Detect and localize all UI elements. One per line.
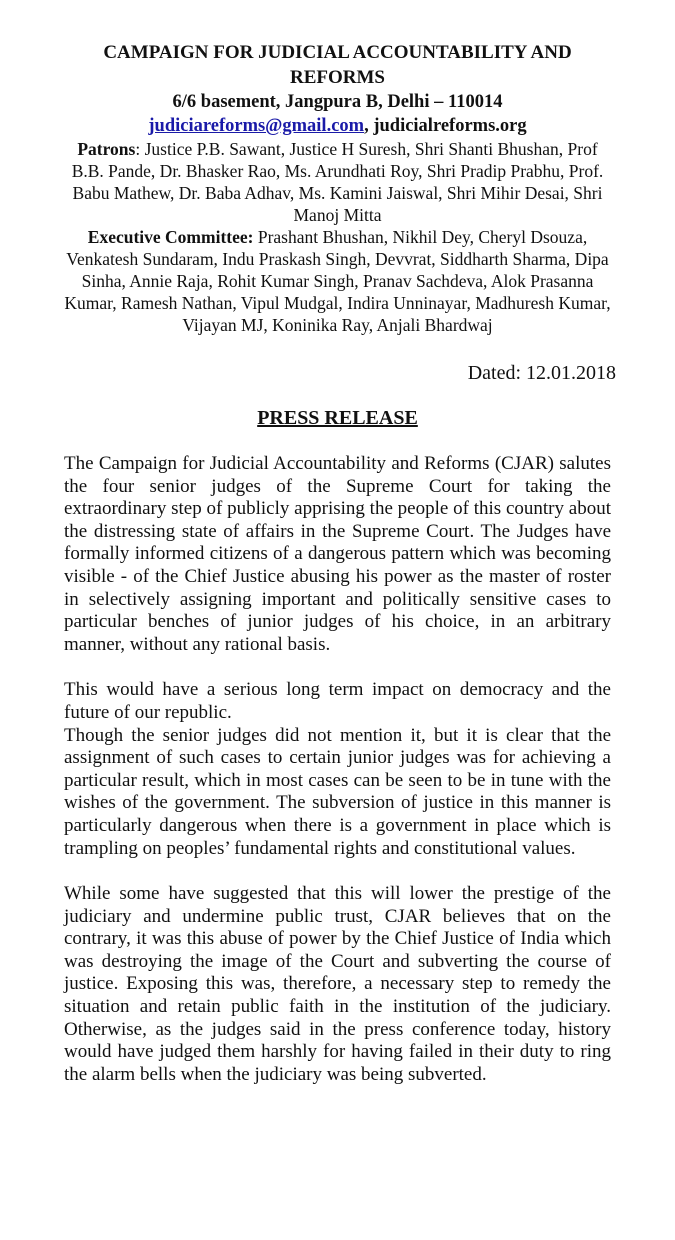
org-address: 6/6 basement, Jangpura B, Delhi – 110014 xyxy=(172,92,503,112)
org-title: CAMPAIGN FOR JUDICIAL ACCOUNTABILITY AND REFORMS xyxy=(103,42,572,88)
contact-separator: , xyxy=(364,116,374,136)
paragraph-2: This would have a serious long term impact on democracy and the future of our republic. xyxy=(64,679,611,723)
website-text: judicialreforms.org xyxy=(373,116,527,136)
paragraph-4: While some have suggested that this will lower the prestige of the judiciary and undermine public trust, CJAR believes that on the contrary, it was this abuse of power by the Chief Justice of India which was destroying the image of the Court and subverting the course of justice. Exposing this was, therefore, a necessary step to remedy the situation and retain public faith in the institution of the judiciary. Otherwise, as the judges said in the press conference today, history would have judged them harshly for having failed in their duty to ring the alarm bells when the judiciary was being subverted. xyxy=(64,883,611,1085)
committee-names: Prashant Bhushan, Nikhil Dey, Cheryl Dsouza, Venkatesh Sundaram, Indu Praskash Singh, Devvrat, Siddharth Sharma, Dipa Sinha, Annie Raja, Rohit Kumar Singh, Pranav Sachdeva, Alok Prasanna Kumar, Ramesh Nathan, Vipul Mudgal, Indira Unninayar, Madhuresh Kumar, Vijayan MJ, Koninika Ray, Anjali Bhardwaj xyxy=(64,227,611,335)
date-line: Dated: 12.01.2018 xyxy=(467,362,616,384)
press-release-page xyxy=(0,40,675,1240)
contact-line xyxy=(64,114,611,138)
committee-label: Executive Committee: xyxy=(87,227,254,247)
executive-committee-list xyxy=(64,226,611,336)
patrons-list xyxy=(64,138,611,226)
email-link[interactable]: judiciareforms@gmail.com xyxy=(148,116,365,136)
press-release-title: PRESS RELEASE xyxy=(257,407,418,429)
paragraph-3: Though the senior judges did not mention it, but it is clear that the assignment of such cases to certain junior judges was for achieving a particular result, which in most cases can be seen to be in tune with the wishes of the government. The subversion of justice in this manner is particularly dangerous when there is a government in place which is trampling on peoples’ fundamental rights and constitutional values. xyxy=(64,724,611,859)
patrons-names: : Justice P.B. Sawant, Justice H Suresh, Shri Shanti Bhushan, Prof B.B. Pande, Dr. Bhasker Rao, Ms. Arundhati Roy, Shri Pradip Prabhu, Prof. Babu Mathew, Dr. Baba Adhav, Ms. Kamini Jaiswal, Shri Mihir Desai, Shri Manoj Mitta xyxy=(71,139,604,225)
paragraph-1: The Campaign for Judicial Accountability and Reforms (CJAR) salutes the four senior judges of the Supreme Court for taking the extraordinary step of publicly apprising the people of this country about the distressing state of affairs in the Supreme Court. The Judges have formally informed citizens of a dangerous pattern which was becoming visible - of the Chief Justice abusing his power as the master of roster in selectively assigning important and politically sensitive cases to particular benches of junior judges of his choice, in an arbitrary manner, without any rational basis. xyxy=(64,453,611,655)
patrons-label: Patrons xyxy=(77,139,136,159)
letterhead xyxy=(64,40,611,336)
